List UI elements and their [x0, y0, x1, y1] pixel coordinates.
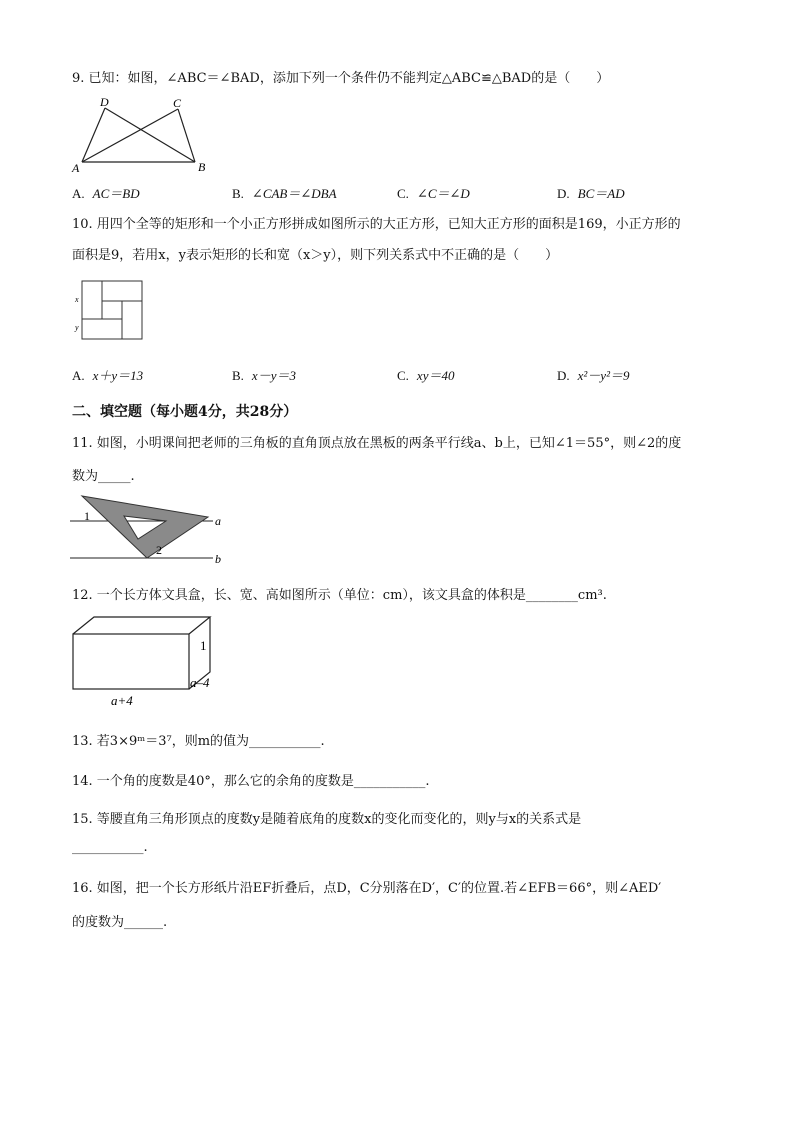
q10-option-b[interactable]: B. x－y＝3: [232, 368, 296, 383]
q11-triangle-ruler: [82, 496, 208, 558]
q9-option-a[interactable]: A. AC＝BD: [72, 186, 140, 201]
q10-option-a[interactable]: A. x＋y＝13: [72, 368, 144, 383]
q11-figure: [68, 490, 233, 570]
q12-label-depth: a–4: [190, 675, 210, 690]
q10-option-d[interactable]: D. x²－y²＝9: [557, 368, 630, 383]
q10-stem-line2: 面积是9，若用x，y表示矩形的长和宽（x＞y），则下列关系式中不正确的是（ ）: [72, 248, 559, 263]
q9-point-c: C: [173, 96, 182, 110]
q12-stem: 12. 一个长方体文具盒，长、宽、高如图所示（单位：cm），该文具盒的体积是________cm³.: [72, 588, 607, 603]
section-heading: 二、填空题（每小题4分，共28分）: [72, 404, 298, 420]
q9-segment-ad: [82, 108, 105, 162]
q10-option-c[interactable]: C. xy＝40: [397, 368, 455, 383]
q9-point-d: D: [100, 95, 109, 109]
q10-label-x: x: [75, 295, 79, 304]
q11-stem-line2: 数为_____.: [72, 469, 135, 484]
q13-stem: 13. 若3×9ᵐ＝3⁷，则m的值为___________.: [72, 734, 325, 749]
q12-box-front: [73, 634, 189, 689]
q9-segment-bc: [178, 109, 195, 162]
q9-figure: [70, 95, 215, 175]
q15-stem-line2: ___________.: [72, 840, 148, 855]
q11-label-a: a: [215, 514, 221, 528]
q12-figure: [68, 610, 228, 710]
q9-segment-bd: [105, 108, 195, 162]
q11-angle-1: 1: [84, 509, 90, 523]
q15-stem-line1: 15. 等腰直角三角形顶点的度数y是随着底角的度数x的变化而变化的，则y与x的关系式是: [72, 812, 582, 827]
q12-label-height: 1: [200, 638, 207, 653]
q9-option-b[interactable]: B. ∠CAB＝∠DBA: [232, 186, 337, 201]
q9-point-b: B: [198, 160, 206, 174]
q10-stem-line1: 10. 用四个全等的矩形和一个小正方形拼成如图所示的大正方形，已知大正方形的面积是169，小正方形的: [72, 217, 681, 232]
q9-point-a: A: [72, 161, 80, 175]
q10-label-y: y: [75, 323, 79, 332]
q16-stem-line1: 16. 如图，把一个长方形纸片沿EF折叠后，点D，C分别落在D′，C′的位置.若∠EFB＝66°，则∠AED′: [72, 881, 662, 896]
q11-stem-line1: 11. 如图，小明课间把老师的三角板的直角顶点放在黑板的两条平行线a、b上，已知∠1＝55°，则∠2的度: [72, 436, 682, 451]
q9-segment-ac: [82, 109, 178, 162]
q11-angle-2: 2: [156, 543, 162, 557]
q14-stem: 14. 一个角的度数是40°，那么它的余角的度数是___________.: [72, 774, 430, 789]
q9-option-d[interactable]: D. BC＝AD: [557, 186, 625, 201]
q11-label-b: b: [215, 552, 221, 566]
q10-figure: [70, 278, 150, 343]
q9-stem: 9. 已知：如图，∠ABC＝∠BAD，添加下列一个条件仍不能判定△ABC≌△BAD的是（ ）: [72, 71, 610, 86]
q12-label-length: a+4: [111, 693, 133, 708]
q9-option-c[interactable]: C. ∠C＝∠D: [397, 186, 470, 201]
q16-stem-line2: 的度数为______.: [72, 915, 168, 930]
q10-big-square: [82, 281, 142, 339]
q10-small-square: [102, 301, 122, 319]
